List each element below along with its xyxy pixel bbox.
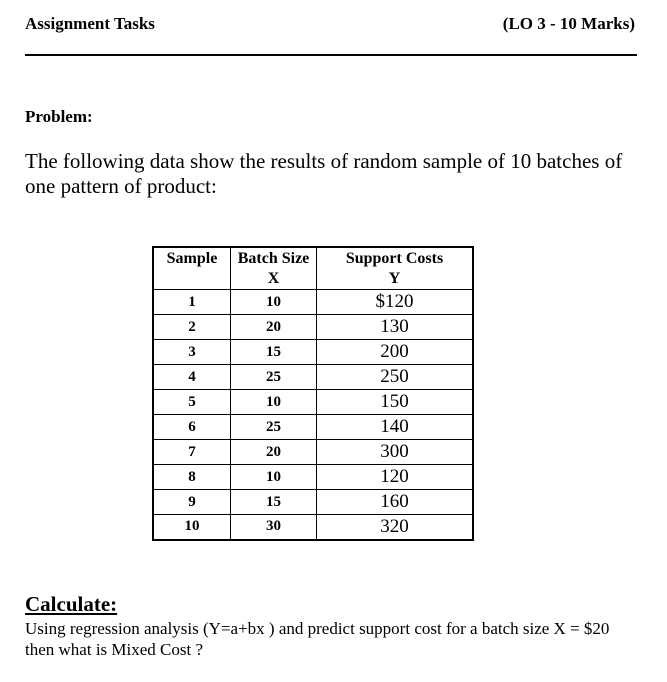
table-row — [153, 365, 473, 390]
assignment-title: Assignment Tasks — [25, 14, 155, 33]
support-cost-cell: 130 — [317, 315, 474, 340]
table-row — [153, 490, 473, 515]
batch-size-cell: 25 — [231, 365, 317, 390]
sample-cell: 7 — [153, 440, 231, 465]
support-costs-label: Support Costs — [345, 250, 444, 267]
batch-size-cell: 10 — [231, 465, 317, 490]
batch-size-label: Batch Size — [237, 250, 310, 267]
data-table — [152, 246, 474, 541]
batch-size-cell: 15 — [231, 490, 317, 515]
header-divider — [25, 54, 637, 56]
sample-header-label: Sample — [166, 250, 218, 267]
batch-size-cell: 25 — [231, 415, 317, 440]
sample-cell: 4 — [153, 365, 231, 390]
table-row — [153, 415, 473, 440]
sample-cell: 1 — [153, 290, 231, 315]
sample-cell: 5 — [153, 390, 231, 415]
support-cost-cell: 300 — [317, 440, 474, 465]
problem-heading: Problem: — [25, 107, 93, 126]
support-cost-cell: 120 — [317, 465, 474, 490]
support-cost-cell: 140 — [317, 415, 474, 440]
table-row — [153, 290, 473, 315]
batch-size-header — [231, 247, 317, 290]
batch-size-cell: 10 — [231, 390, 317, 415]
table-row — [153, 340, 473, 365]
sample-cell: 6 — [153, 415, 231, 440]
sample-header — [153, 247, 231, 290]
table-row — [153, 515, 473, 540]
support-cost-cell: 200 — [317, 340, 474, 365]
batch-size-cell: 30 — [231, 515, 317, 540]
sample-cell: 10 — [153, 515, 231, 540]
table-row — [153, 390, 473, 415]
support-cost-cell: 150 — [317, 390, 474, 415]
support-cost-cell: 320 — [317, 515, 474, 540]
support-cost-cell: 250 — [317, 365, 474, 390]
batch-size-cell: 15 — [231, 340, 317, 365]
support-costs-variable: Y — [388, 270, 401, 287]
sample-cell: 8 — [153, 465, 231, 490]
calculate-heading: Calculate: — [25, 592, 118, 616]
marks-label: (LO 3 - 10 Marks) — [502, 14, 635, 33]
batch-size-cell: 10 — [231, 290, 317, 315]
problem-intro: The following data show the results of random sample of 10 batches of one pattern of product: — [25, 149, 623, 198]
table-row — [153, 315, 473, 340]
calculate-instructions: Using regression analysis (Y=a+bx ) and predict support cost for a batch size X = $20 then what is Mixed Cost ? — [25, 619, 610, 659]
table-row — [153, 465, 473, 490]
table-row — [153, 440, 473, 465]
sample-cell: 2 — [153, 315, 231, 340]
sample-cell: 3 — [153, 340, 231, 365]
batch-size-cell: 20 — [231, 315, 317, 340]
batch-size-cell: 20 — [231, 440, 317, 465]
table-header-row — [153, 247, 473, 290]
batch-size-variable: X — [267, 270, 280, 287]
support-cost-cell: 160 — [317, 490, 474, 515]
sample-cell: 9 — [153, 490, 231, 515]
support-cost-cell: $120 — [317, 290, 474, 315]
support-costs-header — [317, 247, 474, 290]
